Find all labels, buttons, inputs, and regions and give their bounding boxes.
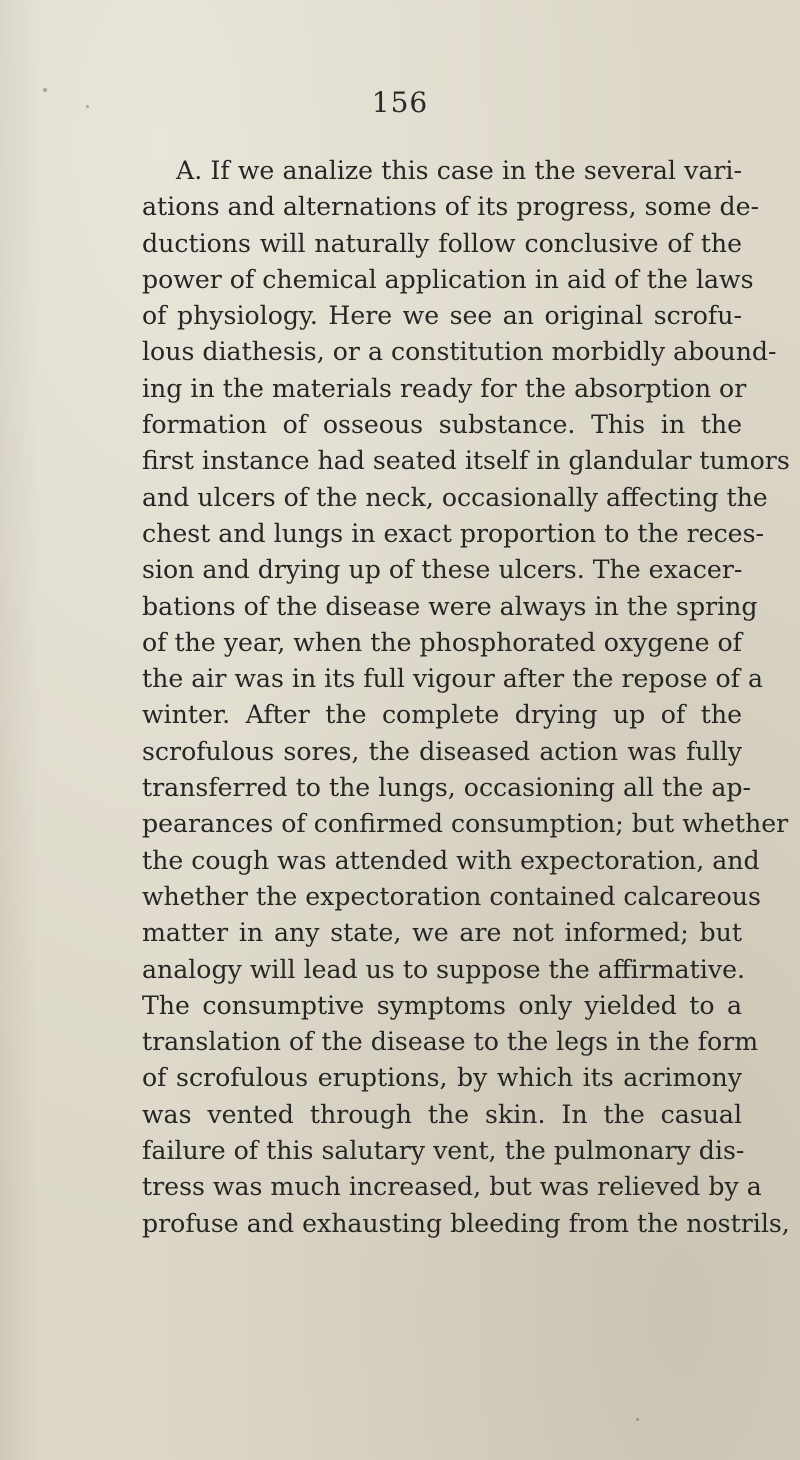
text-line: of scrofulous eruptions, by which its acrimony [142, 1063, 742, 1093]
text-line: analogy will lead us to suppose the affirmative. [142, 954, 745, 984]
text-line: transferred to the lungs, occasioning all the ap- [142, 773, 751, 803]
text-line: chest and lungs in exact proportion to the reces- [142, 518, 765, 548]
paper-speck [636, 1418, 639, 1421]
body-text [142, 153, 790, 1242]
paper-speck [43, 88, 47, 92]
text-line: first instance had seated itself in glandular tumors [142, 446, 790, 476]
text-line: tress was much increased, but was relieved by a [142, 1172, 762, 1202]
text-line: scrofulous sores, the diseased action was fully [142, 736, 742, 766]
text-line: of physiology. Here we see an original scrofu- [142, 301, 742, 331]
text-line: lous diathesis, or a constitution morbidly abound- [142, 337, 777, 367]
text-line: formation of osseous substance. This in the [142, 410, 742, 440]
text-line: matter in any state, we are not informed; but [142, 918, 742, 948]
text-line: sion and drying up of these ulcers. The exacer- [142, 555, 743, 585]
text-line: winter. After the complete drying up of the [142, 700, 742, 730]
text-line: of the year, when the phosphorated oxygene of [142, 627, 742, 657]
page-number: 156 [371, 86, 429, 119]
text-line: pearances of confirmed consumption; but whether [142, 809, 789, 839]
text-line: profuse and exhausting bleeding from the nostrils, [142, 1208, 790, 1238]
text-line: and ulcers of the neck, occasionally affecting the [142, 482, 768, 512]
text-line: ing in the materials ready for the absorption or [142, 373, 747, 403]
text-line: whether the expectoration contained calcareous [142, 881, 761, 911]
text-line: the air was in its full vigour after the repose of a [142, 664, 764, 694]
text-line: was vented through the skin. In the casual [142, 1099, 742, 1129]
text-line: the cough was attended with expectoration, and [142, 845, 760, 875]
text-line: translation of the disease to the legs in the form [142, 1027, 759, 1057]
text-line: The consumptive symptoms only yielded to a [142, 990, 742, 1020]
text-line: failure of this salutary vent, the pulmonary dis- [142, 1136, 745, 1166]
text-line: A. If we analize this case in the several vari- [176, 156, 742, 185]
text-line: ations and alternations of its progress, some de- [142, 192, 760, 222]
paper-speck [86, 105, 89, 108]
text-line: bations of the disease were always in the spring [142, 591, 758, 621]
text-line: power of chemical application in aid of the laws [142, 264, 754, 294]
text-line: ductions will naturally follow conclusive of the [142, 228, 742, 258]
